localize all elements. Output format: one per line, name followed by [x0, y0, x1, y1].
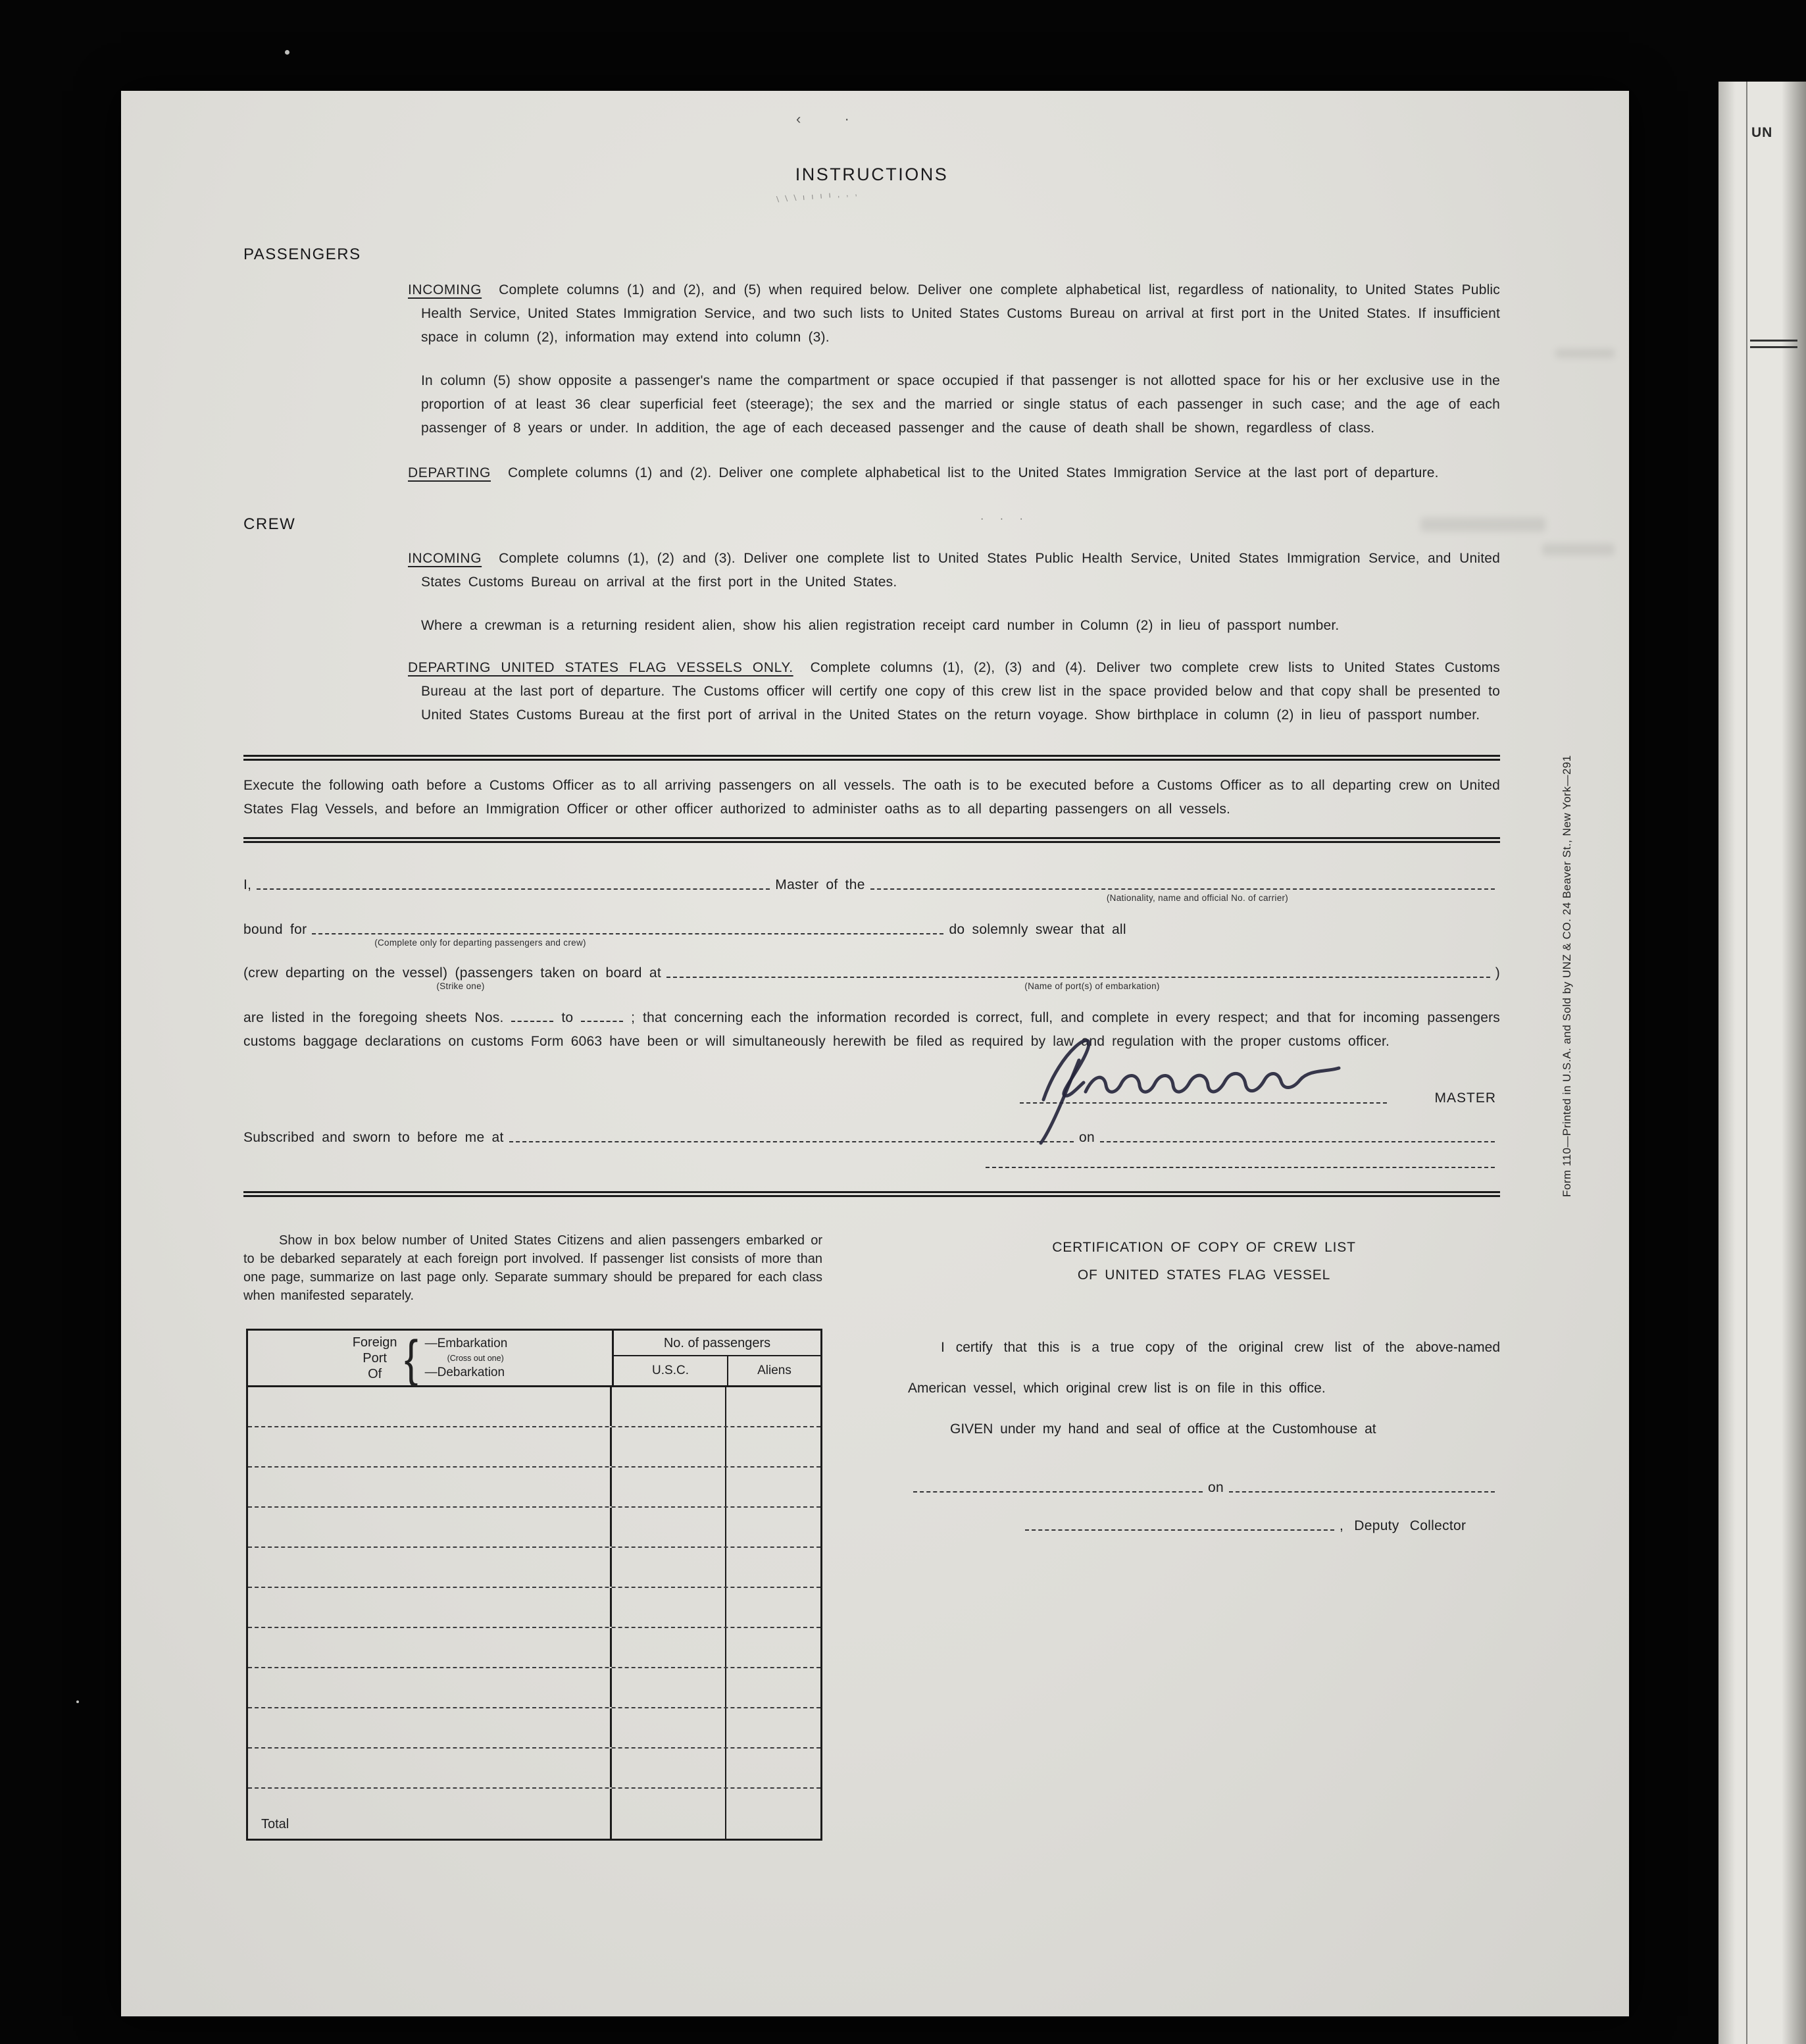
summary-table-row — [248, 1708, 820, 1749]
signature-row — [243, 1054, 1500, 1111]
passenger-subcolumns — [614, 1356, 820, 1385]
dust-speck — [76, 1700, 79, 1703]
solemnly-swear-text: do solemnly swear that all — [949, 922, 1126, 937]
aliens-cell — [726, 1749, 820, 1787]
bound-for-label: bound for — [243, 922, 307, 937]
foreign-port-cell — [248, 1628, 612, 1667]
deputy-collector-line — [908, 1518, 1500, 1534]
foreign-port-cell — [248, 1708, 612, 1747]
customhouse-line — [908, 1480, 1500, 1496]
summary-table-row — [248, 1548, 820, 1588]
sheets-after-text: ; that concerning each the information recorded is correct, full, and complete in every respect; and that for incoming passengers customs baggage declarations on customs Form 6063 have been or will simultaneously herewith be filed as required by law and regulation with the proper customs officer. — [243, 1010, 1500, 1049]
aliens-cell — [726, 1668, 820, 1707]
sheet-number-from-blank — [511, 1011, 553, 1022]
crew-departing-label: DEPARTING UNITED STATES FLAG VESSELS ONLY. — [408, 660, 793, 675]
summary-table-row — [248, 1468, 820, 1508]
summary-table-header — [248, 1331, 820, 1387]
embarkation-port-blank — [666, 977, 1490, 978]
hint-row — [243, 893, 1500, 909]
departing-label: DEPARTING — [408, 465, 491, 480]
summary-table-row — [248, 1588, 820, 1628]
passengers-incoming-paragraph — [243, 278, 1500, 349]
oath-line-master — [243, 877, 1500, 893]
close-paren: ) — [1495, 965, 1500, 981]
form-edition-note: Form 110—Printed in U.S.A. and Sold by UNZ & CO. 24 Beaver St., New York—291 — [1561, 755, 1573, 1197]
master-of-the-label: Master of the — [775, 877, 865, 892]
summary-table-row — [248, 1668, 820, 1708]
summary-note: Show in box below number of United States Citizens and alien passengers embarked or to be debarked separately at each foreign port involved. If passenger list consists of more than one page, summarize on last page only. Separate summary should be prepared for each class when manifested separately. — [243, 1233, 822, 1303]
double-rule — [243, 1191, 1500, 1197]
next-page-rule-line — [1746, 82, 1747, 2044]
officer-blank — [986, 1167, 1495, 1168]
passengers-heading: PASSENGERS — [243, 245, 361, 263]
summary-table-body — [248, 1387, 820, 1789]
usc-cell — [612, 1749, 726, 1787]
foreign-port-cell — [248, 1427, 612, 1466]
summary-table-row — [248, 1749, 820, 1789]
total-aliens-cell — [726, 1789, 820, 1839]
next-page-rule-fragment — [1750, 346, 1797, 348]
aliens-cell — [726, 1548, 820, 1587]
usc-cell — [612, 1708, 726, 1747]
form-page — [121, 91, 1629, 2016]
deputy-signature-blank — [1025, 1529, 1334, 1531]
next-page-rule-fragment — [1750, 340, 1797, 342]
pencil-scribble: \ \ \ ı ı ı ı , , , — [776, 187, 860, 205]
pencil-dots: · · · — [980, 513, 1030, 524]
departing-text: Complete columns (1) and (2). Deliver one complete alphabetical list to the United States Immigration Service at the last port of departure. — [507, 465, 1439, 480]
hint-row — [243, 981, 1500, 997]
aliens-column-header: Aliens — [757, 1364, 791, 1377]
on-word: on — [1079, 1130, 1095, 1145]
foreign-port-cell — [248, 1508, 612, 1546]
aliens-cell — [726, 1508, 820, 1546]
crew-departing-text: Complete columns (1), (2), (3) and (4). Deliver two complete crew lists to United States Customs Bureau at the last port of departure. The Customs officer will certify one copy of this crew list in the space provided below and that copy shall be presented to United States Customs Bureau at the first port of arrival in the United States on the return voyage. Show birthplace in column (2) in lieu of passport number. — [421, 660, 1500, 723]
deputy-collector-label: , Deputy Collector — [1340, 1518, 1467, 1533]
master-label: MASTER — [1434, 1090, 1496, 1106]
usc-cell — [612, 1468, 726, 1506]
certification-body: I certify that this is a true copy of the original crew list of the above-named American vessel, which original crew list is on file in this office. — [908, 1340, 1500, 1396]
foreign-port-of-labels — [353, 1335, 397, 1382]
certification-date-blank — [1229, 1491, 1495, 1493]
to-word: to — [561, 1010, 574, 1025]
usc-cell — [612, 1387, 726, 1426]
strike-one-hint: (Strike one) — [436, 981, 485, 991]
summary-column — [243, 1231, 822, 1841]
oath-intro-paragraph: Execute the following oath before a Customs Officer as to all arriving passengers on all vessels. The oath is to be executed before a Customs Officer as to all departing crew on United States Flag Vessels, and before an Immigration Officer or other officer authorized to administer oaths as to all departing passengers on all vessels. — [243, 778, 1500, 817]
summary-table — [246, 1329, 822, 1841]
crew-heading: CREW — [243, 515, 296, 533]
total-label-cell: Total — [248, 1789, 612, 1839]
embarkation-hint: (Name of port(s) of embarkation) — [1024, 981, 1160, 991]
foreign-port-cell — [248, 1668, 612, 1707]
incoming-label: INCOMING — [408, 282, 482, 297]
column5-paragraph: In column (5) show opposite a passenger's name the compartment or space occupied if that passenger is not allotted space for his or her exclusive use in the proportion of at least 36 clear superficial feet (steerage); the sex and the married or single status of each passenger in such case; and the age of each passenger of 8 years or under. In addition, the age of each deceased passenger and the cause of death shall be shown, regardless of class. — [421, 373, 1500, 436]
i-label: I, — [243, 877, 252, 892]
embark-debark-labels — [425, 1337, 508, 1380]
brace-glyph: { — [404, 1329, 418, 1387]
bound-for-hint: (Complete only for departing passengers and crew) — [374, 938, 586, 948]
foreign-port-cell — [248, 1588, 612, 1627]
certification-title-line2: OF UNITED STATES FLAG VESSEL — [1077, 1267, 1331, 1283]
ink-bleed-smudge — [1555, 349, 1615, 358]
total-usc-cell — [612, 1789, 726, 1839]
summary-table-row — [248, 1387, 820, 1427]
usc-cell — [612, 1628, 726, 1667]
certification-column — [908, 1231, 1500, 1841]
aliens-cell — [726, 1387, 820, 1426]
carrier-hint: (Nationality, name and official No. of carrier) — [1106, 893, 1289, 903]
foreign-port-cell — [248, 1387, 612, 1426]
crew-incoming-paragraph — [243, 547, 1500, 594]
port-label: Port — [363, 1350, 387, 1366]
usc-cell — [612, 1588, 726, 1627]
cross-out-one-hint: (Cross out one) — [447, 1353, 504, 1363]
next-page-edge — [1718, 82, 1806, 2044]
crew-departing-paragraph — [243, 656, 1500, 727]
cert-on-word: on — [1208, 1480, 1224, 1495]
passengers-count-header — [612, 1331, 820, 1385]
page-title: INSTRUCTIONS — [795, 165, 949, 184]
debarkation-label: —Debarkation — [424, 1365, 505, 1379]
embarkation-label: —Embarkation — [424, 1336, 508, 1350]
passengers-departing-paragraph — [243, 461, 1500, 485]
resident-alien-paragraph: Where a crewman is a returning resident alien, show his alien registration receipt card number in Column (2) in lieu of passport number. — [421, 618, 1340, 633]
aliens-cell — [726, 1708, 820, 1747]
customhouse-place-blank — [913, 1491, 1203, 1493]
oath-line-embarkation — [243, 965, 1500, 981]
usc-cell — [612, 1508, 726, 1546]
bottom-columns — [243, 1231, 1500, 1841]
foreign-label: Foreign — [352, 1335, 397, 1350]
of-label: Of — [368, 1366, 382, 1381]
usc-cell — [612, 1427, 726, 1466]
usc-cell — [612, 1668, 726, 1707]
usc-column-header: U.S.C. — [614, 1356, 728, 1385]
dust-speck — [285, 50, 289, 55]
crew-incoming-text: Complete columns (1), (2) and (3). Deliver one complete list to United States Public Health Service, United States Immigration Service, and United States Customs Bureau on arrival at the first port in the United States. — [421, 551, 1500, 590]
summary-table-row — [248, 1508, 820, 1548]
master-name-blank — [257, 888, 770, 890]
no-of-passengers-label: No. of passengers — [614, 1331, 820, 1356]
oath-line-bound-for — [243, 922, 1500, 938]
sheets-before-text: are listed in the foregoing sheets Nos. — [243, 1010, 504, 1025]
double-rule — [243, 837, 1500, 843]
usc-cell — [612, 1548, 726, 1587]
certification-given-text: GIVEN under my hand and seal of office at the Customhouse at — [950, 1421, 1376, 1437]
ink-bleed-smudge — [1542, 544, 1615, 555]
aliens-cell — [726, 1468, 820, 1506]
aliens-cell — [726, 1427, 820, 1466]
summary-total-row — [248, 1789, 820, 1839]
form-content — [243, 91, 1500, 1841]
double-rule — [243, 755, 1500, 761]
foreign-port-header — [248, 1331, 612, 1385]
incoming-text: Complete columns (1) and (2), and (5) when required below. Deliver one complete alphabetical list, regardless of nationality, to United States Public Health Service, United States Immigration Service, and two such lists to United States Customs Bureau on arrival at first port in the United States. If insufficient space in column (2), information may extend into column (3). — [421, 282, 1500, 345]
summary-table-row — [248, 1427, 820, 1468]
summary-table-row — [248, 1628, 820, 1668]
destination-blank — [312, 933, 943, 934]
foreign-port-cell — [248, 1548, 612, 1587]
officer-signature-line — [243, 1167, 1500, 1171]
crew-incoming-label: INCOMING — [408, 551, 482, 566]
foreign-port-cell — [248, 1749, 612, 1787]
aliens-cell — [726, 1588, 820, 1627]
crew-departing-strike-text: (crew departing on the vessel) (passengers taken on board at — [243, 965, 661, 981]
hint-row — [243, 938, 1500, 954]
carrier-name-blank — [870, 888, 1495, 890]
foreign-port-cell — [248, 1468, 612, 1506]
pencil-marks: ‹ · — [796, 111, 869, 127]
subscribed-label: Subscribed and sworn to before me at — [243, 1130, 504, 1145]
sheet-number-to-blank — [581, 1011, 623, 1022]
master-signature — [980, 1011, 1401, 1150]
certification-title-line1: CERTIFICATION OF COPY OF CREW LIST — [1052, 1240, 1356, 1255]
aliens-cell — [726, 1628, 820, 1667]
next-page-text-fragment: UN — [1751, 125, 1773, 140]
